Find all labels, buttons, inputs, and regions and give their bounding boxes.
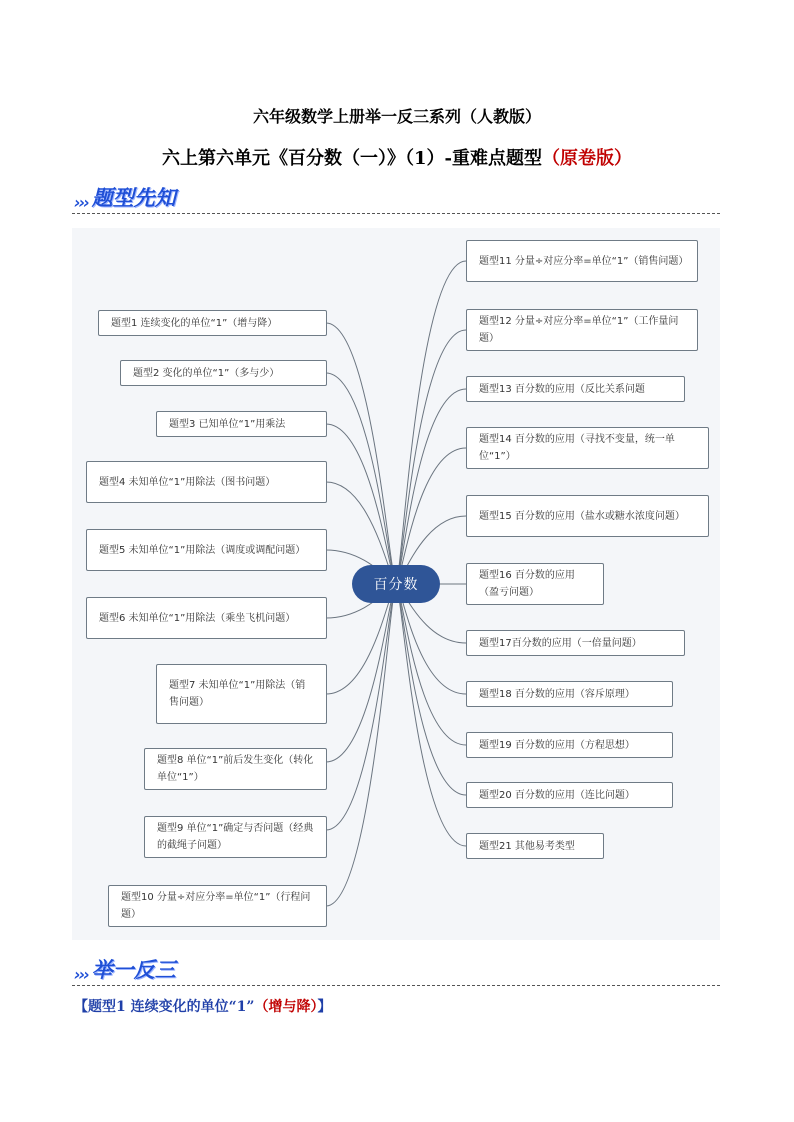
section-header-preview (74, 182, 176, 212)
connector (326, 424, 396, 584)
subtitle-main: 六上第六单元《百分数（一）》（1）-重难点题型 (162, 148, 542, 169)
topic-box-2[interactable]: 题型2 变化的单位“1”（多与少） (120, 360, 327, 386)
divider (72, 213, 720, 214)
document-subtitle (0, 144, 794, 170)
topic-box-9[interactable]: 题型9 单位“1”确定与否问题（经典的截绳子问题） (144, 816, 327, 858)
topic-box-3[interactable]: 题型3 已知单位“1”用乘法 (156, 411, 327, 437)
topic-box-21[interactable]: 题型21 其他易考类型 (466, 833, 604, 859)
section-label: 题型先知 (91, 185, 176, 210)
connector (326, 584, 396, 762)
topic-heading-prefix: 【题型1 连续变化的单位“1” (74, 999, 255, 1015)
mind-map-center-node[interactable]: 百分数 (352, 565, 440, 603)
divider (72, 985, 720, 986)
topic-box-4[interactable]: 题型4 未知单位“1”用除法（图书问题） (86, 461, 327, 503)
topic-box-14[interactable]: 题型14 百分数的应用（寻找不变量，统一单位“1”） (466, 427, 709, 469)
triple-arrow-icon: ››› (74, 965, 88, 984)
connector (396, 584, 466, 745)
section-label: 举一反三 (91, 957, 176, 982)
topic-box-17[interactable]: 题型17百分数的应用（一倍量问题） (466, 630, 685, 656)
connector (396, 261, 466, 584)
document-title: 六年级数学上册举一反三系列（人教版） (252, 107, 541, 126)
section-header-examples (74, 954, 176, 984)
topic-heading (74, 996, 331, 1016)
connector (326, 373, 396, 584)
topic-box-13[interactable]: 题型13 百分数的应用（反比关系问题 (466, 376, 685, 402)
triple-arrow-icon: ››› (74, 193, 88, 212)
topic-box-12[interactable]: 题型12 分量÷对应分率=单位“1”（工作量问题） (466, 309, 698, 351)
connector (396, 584, 466, 846)
connector (396, 389, 466, 584)
topic-box-10[interactable]: 题型10 分量÷对应分率=单位“1”（行程问题） (108, 885, 327, 927)
topic-heading-tag: （增与降） (254, 999, 318, 1015)
topic-box-19[interactable]: 题型19 百分数的应用（方程思想） (466, 732, 673, 758)
topic-box-16[interactable]: 题型16 百分数的应用（盈亏问题） (466, 563, 604, 605)
connector (326, 584, 396, 830)
topic-box-15[interactable]: 题型15 百分数的应用（盐水或糖水浓度问题） (466, 495, 709, 537)
topic-heading-suffix: 】 (317, 999, 332, 1015)
mind-map (72, 228, 720, 940)
topic-box-5[interactable]: 题型5 未知单位“1”用除法（调度或调配问题） (86, 529, 327, 571)
subtitle-tag: （原卷版） (542, 148, 632, 169)
topic-box-11[interactable]: 题型11 分量÷对应分率=单位“1”（销售问题） (466, 240, 698, 282)
topic-box-7[interactable]: 题型7 未知单位“1”用除法（销售问题） (156, 664, 327, 724)
topic-box-6[interactable]: 题型6 未知单位“1”用除法（乘坐飞机问题） (86, 597, 327, 639)
topic-box-1[interactable]: 题型1 连续变化的单位“1”（增与降） (98, 310, 327, 336)
topic-box-18[interactable]: 题型18 百分数的应用（容斥原理） (466, 681, 673, 707)
topic-box-8[interactable]: 题型8 单位“1”前后发生变化（转化单位“1”） (144, 748, 327, 790)
topic-box-20[interactable]: 题型20 百分数的应用（连比问题） (466, 782, 673, 808)
